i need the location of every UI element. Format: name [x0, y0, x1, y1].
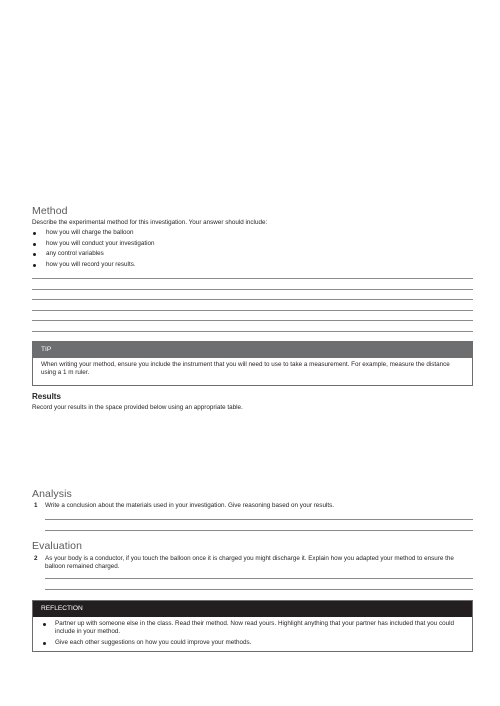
- reflection-title: REFLECTION: [33, 601, 472, 617]
- list-item: any control variables: [32, 249, 473, 260]
- tip-title: TIP: [33, 342, 472, 358]
- results-answer-space[interactable]: [32, 416, 473, 486]
- evaluation-question: As your body is a conductor, if you touch the balloon once it is charged you might discharge it. Explain how you adapted your method to ensure the balloon remained charged.: [45, 555, 454, 571]
- results-text: Record your results in the space provided below using an appropriate table.: [32, 404, 243, 411]
- answer-line: [32, 278, 473, 279]
- method-heading: Method: [32, 205, 68, 217]
- tip-text: When writing your method, ensure you include the instrument that you will need to use to take a measurement. For example, measure the distance using a 1 m ruler.: [41, 361, 450, 376]
- answer-line: [32, 310, 473, 311]
- answer-line: [45, 530, 473, 531]
- analysis-question: Write a conclusion about the materials used in your investigation. Give reasoning based on your results.: [45, 502, 334, 509]
- answer-line: [32, 289, 473, 290]
- evaluation-heading: Evaluation: [32, 540, 83, 552]
- answer-line: [45, 578, 473, 579]
- answer-line: [32, 299, 473, 300]
- list-item: Partner up with someone else in the class. Read their method. Now read yours. Highlight anything that your partner has included that you could include in your method.: [41, 620, 464, 636]
- results-heading: Results: [32, 392, 61, 401]
- question-number: 1: [34, 502, 38, 509]
- list-item: how you will record your results.: [32, 260, 473, 271]
- answer-line: [32, 331, 473, 332]
- list-item: Give each other suggestions on how you could improve your methods.: [41, 639, 464, 647]
- method-intro: Describe the experimental method for this investigation. Your answer should include:: [32, 219, 268, 226]
- tip-box: [32, 341, 473, 386]
- answer-line: [45, 519, 473, 520]
- reflection-box: [32, 600, 473, 652]
- question-number: 2: [34, 555, 38, 562]
- list-item: how you will charge the balloon: [32, 228, 473, 239]
- answer-line: [32, 320, 473, 321]
- answer-line: [45, 589, 473, 590]
- list-item: how you will conduct your investigation: [32, 239, 473, 250]
- method-bullet-list: [32, 228, 473, 271]
- analysis-heading: Analysis: [32, 488, 72, 500]
- reflection-list: [33, 617, 472, 654]
